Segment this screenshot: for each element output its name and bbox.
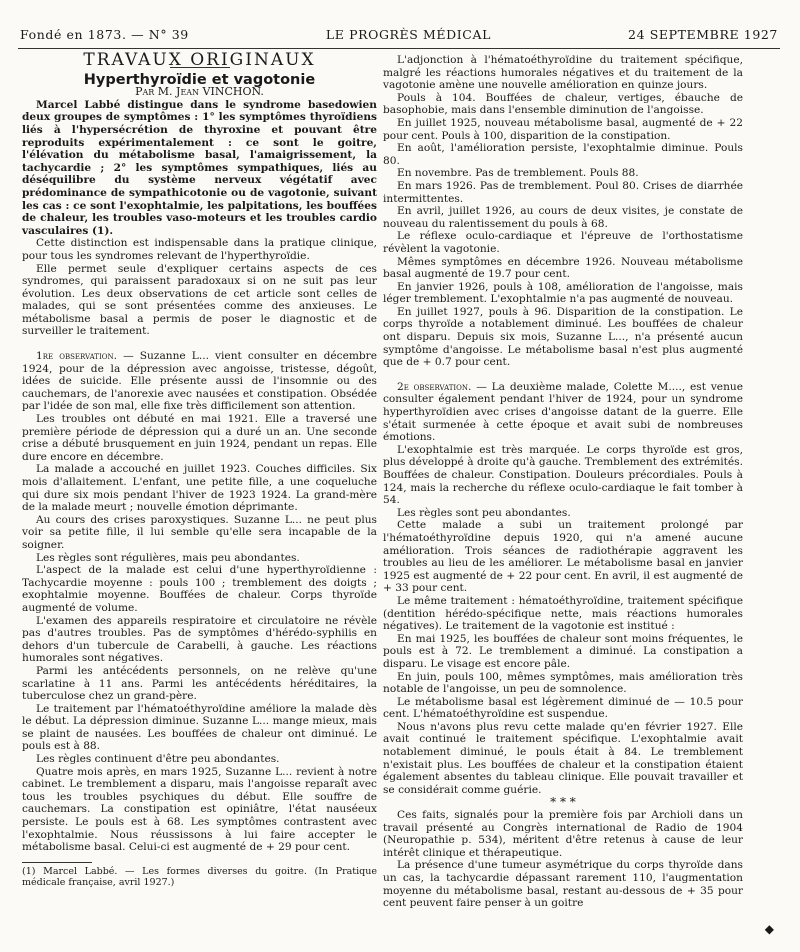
- paragraph: Les règles continuent d'être peu abondantes.: [36, 753, 280, 766]
- paragraph: Pouls à 104. Bouffées de chaleur, vertiges, ébauche de basophobie, mais dans l'ensemble diminution de l'angoisse.: [383, 91, 743, 117]
- paragraph: Les troubles ont débuté en mai 1921. Elle a traversé une première période de dépression qui a duré un an. Une seconde crise a débuté brusquement en juin 1924, pendant un repas. Elle dure encore en décembre.: [22, 413, 377, 463]
- byline-author: Jean VINCHON.: [176, 85, 264, 99]
- byline: [22, 86, 377, 99]
- byline-prefix: Par M.: [135, 85, 177, 99]
- paragraph: Parmi les antécédents personnels, on ne relève qu'une scarlatine à 11 ans. Parmi les antécédents héréditaires, la tuberculose chez un grand-père.: [22, 664, 377, 703]
- paragraph: En avril, juillet 1926, au cours de deux visites, je constate de nouveau du ralentissement du pouls à 68.: [383, 205, 743, 230]
- intro-paragraph: Marcel Labbé distingue dans le syndrome basedowien deux groupes de symptômes : 1° les symptômes thyroïdiens liés à l'hypersécrétion de thyroxine et pouvant être reproduits expérimentalement : ce sont le goitre, l'élévation du métabolisme basal, l'amaigrissement, la tachycardie ; 2° les symptômes sympathiques, liés au déséquilibre du système nerveux végétatif avec prédominance de sympathicotonie ou de vagotonie, suivant les cas : ce sont l'exophtalmie, les palpitations, les bouffées de chaleur, les troubles vaso-moteurs et les troubles cardio vasculaires (1).: [22, 98, 377, 237]
- paragraph: Le réflexe oculo-cardiaque et l'épreuve de l'orthostatisme révèlent la vagotonie.: [383, 230, 743, 255]
- paragraph: En juillet 1925, nouveau métabolisme basal, augmenté de + 22 pour cent. Pouls à 100, disparition de la constipation.: [383, 116, 743, 142]
- paragraph: Ces faits, signalés pour la première fois par Archioli dans un travail présenté au Congrès international de Radio de 1904 (Neuropathie p. 534), méritent d'être retenus à cause de leur intérêt clinique et thérapeutique.: [383, 809, 743, 859]
- paragraph: L'examen des appareils respiratoire et circulatoire ne révèle pas d'autres troubles. Pas de symptômes d'hérédo-syphilis en dehors d'un tubercule de Carabelli, à gauche. Les réactions humorales sont négatives.: [22, 614, 377, 665]
- observation-2: [383, 381, 743, 444]
- article-title: Hyperthyroïdie et vagotonie: [83, 71, 316, 88]
- paragraph: Le même traitement : hématoéthyroïdine, traitement spécifique (dentition hérédo-spécifique nette, mais réactions humorales négatives). Le traitement de la vagotonie est institué :: [383, 594, 743, 633]
- paragraph: Au cours des crises paroxystiques. Suzanne L... ne peut plus voir sa petite fille, il lui semble qu'elle sera incapable de la soigner.: [22, 513, 377, 551]
- left-column: [22, 50, 378, 888]
- spacer: [383, 369, 743, 381]
- paragraph: En mars 1926. Pas de tremblement. Poul 80. Crises de diarrhée intermittentes.: [383, 179, 743, 205]
- page-header: [20, 24, 778, 44]
- observation-text: — La deuxième malade, Colette M...., est venue consulter également pendant l'hiver de 1924, pour un syndrome hyperthyroïdien avec crises d'angoisse datant de la guerre. Elle s'était surmenée à cette époque et avait subi de nombreuses émotions.: [383, 380, 743, 444]
- footnote: (1) Marcel Labbé. — Les formes diverses du goitre. (In Pratique médicale française, avril 1927.): [22, 865, 377, 888]
- paragraph: Mêmes symptômes en décembre 1926. Nouveau métabolisme basal augmenté de 19.7 pour cent.: [383, 255, 743, 281]
- header-rule: [18, 48, 780, 49]
- paragraph: L'aspect de la malade est celui d'une hyperthyroïdienne : Tachycardie moyenne : pouls 100 ; tremblement des doigts ; exophtalmie moyenne. Bouffées de chaleur. Corps thyroïde augmenté de volume.: [22, 564, 377, 614]
- observation-text: — Suzanne L... vient consulter en décembre 1924, pour de la dépression avec angoisse, tristesse, dégoût, idées de suicide. Elle présente aussi de l'insomnie ou des cauchemars, de l'anorexie avec nausées et constipation. Obsédée par l'idée de son mal, elle fixe très difficilement son attention.: [22, 350, 378, 413]
- paragraph: La présence d'une tumeur asymétrique du corps thyroïde dans un cas, la tachycardie dépassant rarement 110, l'augmentation moyenne du métabolisme basal, restant au-dessous de + 35 pour cent peuvent faire penser à un goitre: [383, 859, 743, 910]
- header-right: 24 SEPTEMBRE 1927: [628, 26, 778, 42]
- paragraph: En août, l'amélioration persiste, l'exophtalmie diminue. Pouls 80.: [383, 142, 743, 167]
- paragraph: Cette malade a subi un traitement prolongé par l'hématoéthyroïdine depuis 1920, qui n'a amené aucune amélioration. Trois séances de radiothérapie aggravent les troubles au lieu de les améliorer. Le métabolisme basal en janvier 1925 est augmenté de + 22 pour cent. En avril, il est augmenté de + 33 pour cent.: [383, 519, 743, 595]
- paragraph: La malade a accouché en juillet 1923. Couches difficiles. Six mois d'allaitement. L'enfant, une petite fille, a une coqueluche qui dure six mois pendant l'hiver de 1923 1924. La grand-mère de la malade meurt ; nouvelle émotion déprimante.: [22, 463, 377, 514]
- observation-label: 2e observation.: [397, 380, 472, 393]
- paragraph: Les règles sont peu abondantes.: [397, 506, 571, 519]
- paragraph: En janvier 1926, pouls à 108, amélioration de l'angoisse, mais léger tremblement. L'exophtalmie n'a pas augmenté de nouveau.: [383, 280, 743, 306]
- paragraph: Le traitement par l'hématoéthyroïdine améliore la malade dès le début. La dépression diminue. Suzanne L... mange mieux, mais se plaint de nausées. Les bouffées de chaleur ont diminué. Le pouls est à 88.: [22, 702, 377, 753]
- paragraph: L'adjonction à l'hématoéthyroïdine du traitement spécifique, malgré les réactions humorales négatives et du traitement de la vagotonie amène une nouvelle amélioration en quinze jours.: [383, 54, 743, 92]
- section-break-asterism: * * *: [550, 795, 576, 810]
- section-title: TRAVAUX ORIGINAUX: [83, 50, 316, 70]
- right-column: [383, 54, 743, 910]
- footnote-rule: [22, 862, 92, 863]
- paragraph: L'exophtalmie est très marquée. Le corps thyroïde est gros, plus développé à droite qu'à gauche. Tremblement des extrémités. Bouffées de chaleur. Constipation. Douleurs précordiales. Pouls à 124, mais la recherche du réflexe oculo-cardiaque le fait tomber à 54.: [383, 443, 743, 507]
- continuation-diamond-icon: ◆: [764, 922, 774, 936]
- paragraph: Les règles sont régulières, mais peu abondantes.: [36, 551, 300, 564]
- paragraph: Elle permet seule d'expliquer certains aspects de ces syndromes, qui paraissent paradoxaux si on ne suit pas leur évolution. Les deux observations de cet article sont celles de malades, qui se sont présentées comme des anxieuses. Le métabolisme basal a permis de poser le diagnostic et de surveiller le traitement.: [22, 262, 377, 338]
- paragraph: Cette distinction est indispensable dans la pratique clinique, pour tous les syndromes relevant de l'hyperthyroïdie.: [22, 237, 377, 262]
- paragraph: Quatre mois après, en mars 1925, Suzanne L... revient à notre cabinet. Le tremblement a disparu, mais l'angoisse reparaît avec tous les troubles psychiques du début. Elle souffre de cauchemars. La constipation est opiniâtre, l'état nauséeux persiste. Le pouls est à 68. Les symptômes contrastent avec l'exophtalmie. Nous réussissons à lui faire accepter le métabolisme basal. Celui-ci est augmenté de + 29 pour cent.: [22, 765, 377, 854]
- paragraph: En juillet 1927, pouls à 96. Disparition de la constipation. Le corps thyroïde a notablement diminué. Les bouffées de chaleur ont disparu. Depuis six mois, Suzanne L..., n'a présenté aucun symptôme d'angoisse. Le métabolisme basal n'est plus augmenté que de + 0.7 pour cent.: [383, 305, 743, 369]
- paragraph: Nous n'avons plus revu cette malade qu'en février 1927. Elle avait continué le traitement spécifique. L'exophtalmie avait notablement diminué, le pouls était à 84. Le tremblement n'existait plus. Les bouffées de chaleur et la constipation étaient également absentes du tableau clinique. Elle pouvait travailler et se considérait comme guérie.: [383, 720, 743, 796]
- paragraph: Le métabolisme basal est légèrement diminué de — 10.5 pour cent. L'hématoéthyroïdine est suspendue.: [383, 695, 743, 721]
- observation-label: 1re observation.: [36, 350, 117, 363]
- paragraph: En novembre. Pas de tremblement. Pouls 88.: [397, 167, 639, 180]
- spacer: [22, 338, 377, 350]
- paragraph: En juin, pouls 100, mêmes symptômes, mais amélioration très notable de l'angoisse, un peu de somnolence.: [383, 670, 743, 696]
- paragraph: En mai 1925, les bouffées de chaleur sont moins fréquentes, le pouls est à 72. Le tremblement a diminué. La constipation a disparu. Le visage est encore pâle.: [383, 632, 743, 670]
- observation-1: [22, 350, 377, 413]
- header-center: LE PROGRÈS MÉDICAL: [325, 26, 491, 42]
- header-left: Fondé en 1873. — N° 39: [20, 26, 189, 42]
